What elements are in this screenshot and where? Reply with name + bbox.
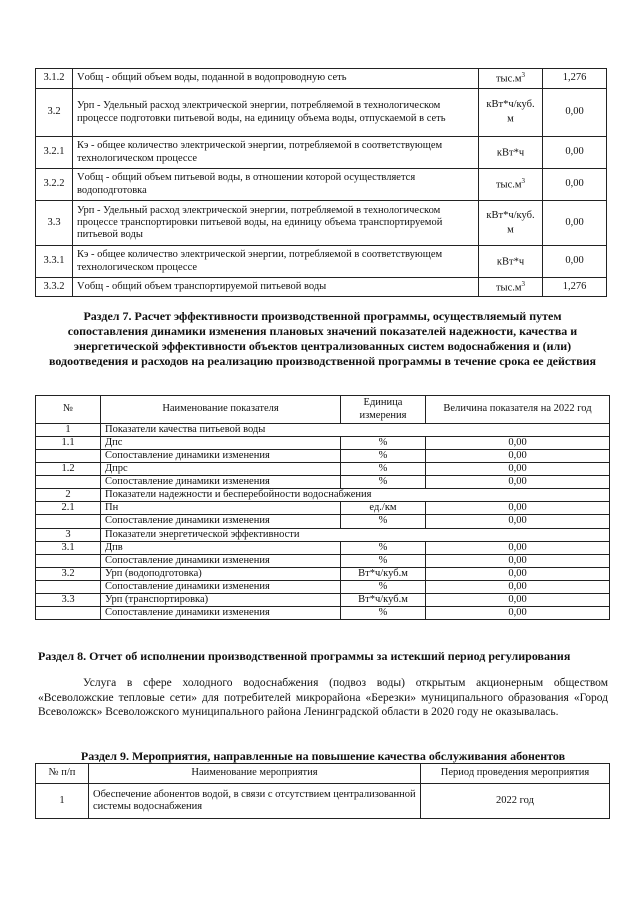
- header-period: Период проведения мероприятия: [421, 764, 610, 784]
- cell-name: Сопоставление динамики изменения: [101, 580, 341, 593]
- group-row: [36, 489, 610, 502]
- cell-name: Сопоставление динамики изменения: [101, 554, 341, 567]
- cell-num: 3.1: [36, 541, 101, 554]
- table-row: [36, 593, 610, 606]
- cell-num: 1.2: [36, 463, 101, 476]
- table-row: [36, 515, 610, 528]
- table-row: [36, 169, 607, 201]
- cell-value: 0,00: [426, 437, 610, 450]
- group-row: [36, 528, 610, 541]
- cell-name: Дпрс: [101, 463, 341, 476]
- cell-unit: [479, 246, 543, 278]
- cell-num: 3.2.2: [36, 169, 73, 201]
- cell-value: 0,00: [426, 515, 610, 528]
- cell-unit: [479, 69, 543, 89]
- table-row: [36, 502, 610, 515]
- cell-num: 3.3: [36, 201, 73, 246]
- table-row: [36, 69, 607, 89]
- cell-value: 0,00: [426, 541, 610, 554]
- header-measure: Наименование мероприятия: [89, 764, 421, 784]
- cell-period: 2022 год: [421, 784, 610, 819]
- cell-unit: [479, 89, 543, 137]
- cell-name: Урп (водоподготовка): [101, 567, 341, 580]
- section-8-text: Услуга в сфере холодного водоснабжения (подвоз воды) открытым акционерным обществом «Всеволожские тепловые сети» для потребителей микрорайона «Березки» муниципального образования «Город Всеволожск» Всеволожского муниципального района Ленинградской области в 2020 году не оказывалась.: [38, 677, 608, 718]
- cell-num: 3.2: [36, 567, 101, 580]
- cell-num: 2.1: [36, 502, 101, 515]
- cell-group-name: Показатели надежности и бесперебойности водоснабжения: [101, 489, 610, 502]
- cell-unit: [479, 201, 543, 246]
- cell-description: Кэ - общее количество электрической энергии, потребляемой в соответствующем технологическом процессе: [73, 246, 479, 278]
- cell-value: 0,00: [543, 89, 607, 137]
- table-row: [36, 567, 610, 580]
- cell-value: 0,00: [426, 606, 610, 619]
- table-row: [36, 137, 607, 169]
- cell-unit: Вт*ч/куб.м: [341, 567, 426, 580]
- cell-description: Кэ - общее количество электрической энергии, потребляемой в соответствующем технологическом процессе: [73, 137, 479, 169]
- cell-unit: [479, 137, 543, 169]
- cell-description: Урп - Удельный расход электрической энергии, потребляемой в технологическом процессе подготовки питьевой воды, на единицу объема воды, отпускаемой в сеть: [73, 89, 479, 137]
- cell-num: 1: [36, 784, 89, 819]
- unit-text: кВт*ч: [496, 147, 525, 159]
- table-row: [36, 580, 610, 593]
- cell-name: Сопоставление динамики изменения: [101, 515, 341, 528]
- cell-num: [36, 476, 101, 489]
- unit-text: тыс.м: [495, 282, 522, 294]
- cell-value: 0,00: [426, 593, 610, 606]
- header-unit: Единица измерения: [341, 396, 426, 424]
- cell-num: 2: [36, 489, 101, 502]
- table-row: [36, 554, 610, 567]
- cell-unit: %: [341, 554, 426, 567]
- cell-unit: %: [341, 541, 426, 554]
- cell-unit: %: [341, 515, 426, 528]
- cell-num: [36, 450, 101, 463]
- cell-unit: %: [341, 580, 426, 593]
- table-row: [36, 437, 610, 450]
- cell-value: 0,00: [426, 463, 610, 476]
- cell-value: 0,00: [426, 450, 610, 463]
- cell-num: 3.2: [36, 89, 73, 137]
- cell-num: [36, 554, 101, 567]
- header-num: №: [36, 396, 101, 424]
- cell-name: Урп (транспортировка): [101, 593, 341, 606]
- cell-unit: [479, 169, 543, 201]
- unit-text: тыс.м: [495, 73, 522, 85]
- cell-value: 1,276: [543, 278, 607, 297]
- cell-value: 0,00: [543, 246, 607, 278]
- cell-num: [36, 580, 101, 593]
- table-row: [36, 89, 607, 137]
- cell-value: 0,00: [426, 580, 610, 593]
- cell-description: Урп - Удельный расход электрической энергии, потребляемой в технологическом процессе транспортировки питьевой воды, на единицу объема транспортируемой питьевой воды: [73, 201, 479, 246]
- cell-group-name: Показатели качества питьевой воды: [101, 424, 610, 437]
- unit-superscript: 3: [521, 177, 526, 186]
- cell-description: Vобщ - общий объем транспортируемой питьевой воды: [73, 278, 479, 297]
- cell-value: 0,00: [426, 502, 610, 515]
- unit-text: кВт*ч/куб. м: [486, 209, 535, 236]
- cell-value: 0,00: [426, 476, 610, 489]
- group-row: [36, 424, 610, 437]
- unit-text: тыс.м: [495, 179, 522, 191]
- cell-name: Дпс: [101, 437, 341, 450]
- cell-value: 0,00: [426, 567, 610, 580]
- cell-name: Сопоставление динамики изменения: [101, 450, 341, 463]
- cell-unit: %: [341, 450, 426, 463]
- unit-text: кВт*ч: [496, 256, 525, 268]
- cell-unit: %: [341, 463, 426, 476]
- unit-superscript: 3: [521, 71, 526, 80]
- cell-name: Дпв: [101, 541, 341, 554]
- header-value: Величина показателя на 2022 год: [426, 396, 610, 424]
- cell-group-name: Показатели энергетической эффективности: [101, 528, 610, 541]
- indicators-table-continued: [35, 68, 607, 297]
- cell-unit: ед./км: [341, 502, 426, 515]
- cell-num: 3.1.2: [36, 69, 73, 89]
- cell-num: 3: [36, 528, 101, 541]
- cell-num: 3.3.2: [36, 278, 73, 297]
- cell-description: Vобщ - общий объем питьевой воды, в отношении которой осуществляется водоподготовка: [73, 169, 479, 201]
- cell-unit: Вт*ч/куб.м: [341, 593, 426, 606]
- cell-value: 0,00: [543, 137, 607, 169]
- cell-unit: [479, 278, 543, 297]
- header-name: Наименование показателя: [101, 396, 341, 424]
- table-row: [36, 541, 610, 554]
- table-row: [36, 450, 610, 463]
- cell-name: Сопоставление динамики изменения: [101, 606, 341, 619]
- table-row: [36, 246, 607, 278]
- cell-num: 3.2.1: [36, 137, 73, 169]
- measures-table: [35, 763, 610, 819]
- cell-unit: %: [341, 476, 426, 489]
- cell-value: 1,276: [543, 69, 607, 89]
- header-num: № п/п: [36, 764, 89, 784]
- cell-value: 0,00: [543, 201, 607, 246]
- cell-name: Пн: [101, 502, 341, 515]
- cell-description: Vобщ - общий объем воды, поданной в водопроводную сеть: [73, 69, 479, 89]
- cell-unit: %: [341, 606, 426, 619]
- table-row: [36, 201, 607, 246]
- cell-num: 1: [36, 424, 101, 437]
- table-row: [36, 463, 610, 476]
- unit-text: кВт*ч/куб. м: [486, 99, 535, 125]
- table-row: [36, 606, 610, 619]
- cell-value: 0,00: [543, 169, 607, 201]
- section-7-title: Раздел 7. Расчет эффективности производственной программы, осуществляемый путем сопоставления динамики изменения плановых значений показателей надежности, качества и энергетической эффективности объектов централизованных систем водоснабжения и (или) водоотведения и расходов на реализацию производственной программы в течение срока ее действия: [48, 309, 596, 368]
- cell-num: [36, 515, 101, 528]
- cell-measure: Обеспечение абонентов водой, в связи с отсутствием централизованной системы водоснабжения: [89, 784, 421, 819]
- cell-num: 3.3: [36, 593, 101, 606]
- cell-num: 1.1: [36, 437, 101, 450]
- table-row: [36, 476, 610, 489]
- unit-superscript: 3: [521, 279, 526, 288]
- table-row: [36, 784, 610, 819]
- cell-value: 0,00: [426, 554, 610, 567]
- cell-num: [36, 606, 101, 619]
- section-8-title: Раздел 8. Отчет об исполнении производственной программы за истекший период регулирования: [38, 649, 571, 663]
- cell-unit: %: [341, 437, 426, 450]
- cell-name: Сопоставление динамики изменения: [101, 476, 341, 489]
- cell-num: 3.3.1: [36, 246, 73, 278]
- table-row: [36, 278, 607, 297]
- efficiency-table: [35, 395, 610, 620]
- section-9-title: Раздел 9. Мероприятия, направленные на повышение качества обслуживания абонентов: [80, 749, 566, 763]
